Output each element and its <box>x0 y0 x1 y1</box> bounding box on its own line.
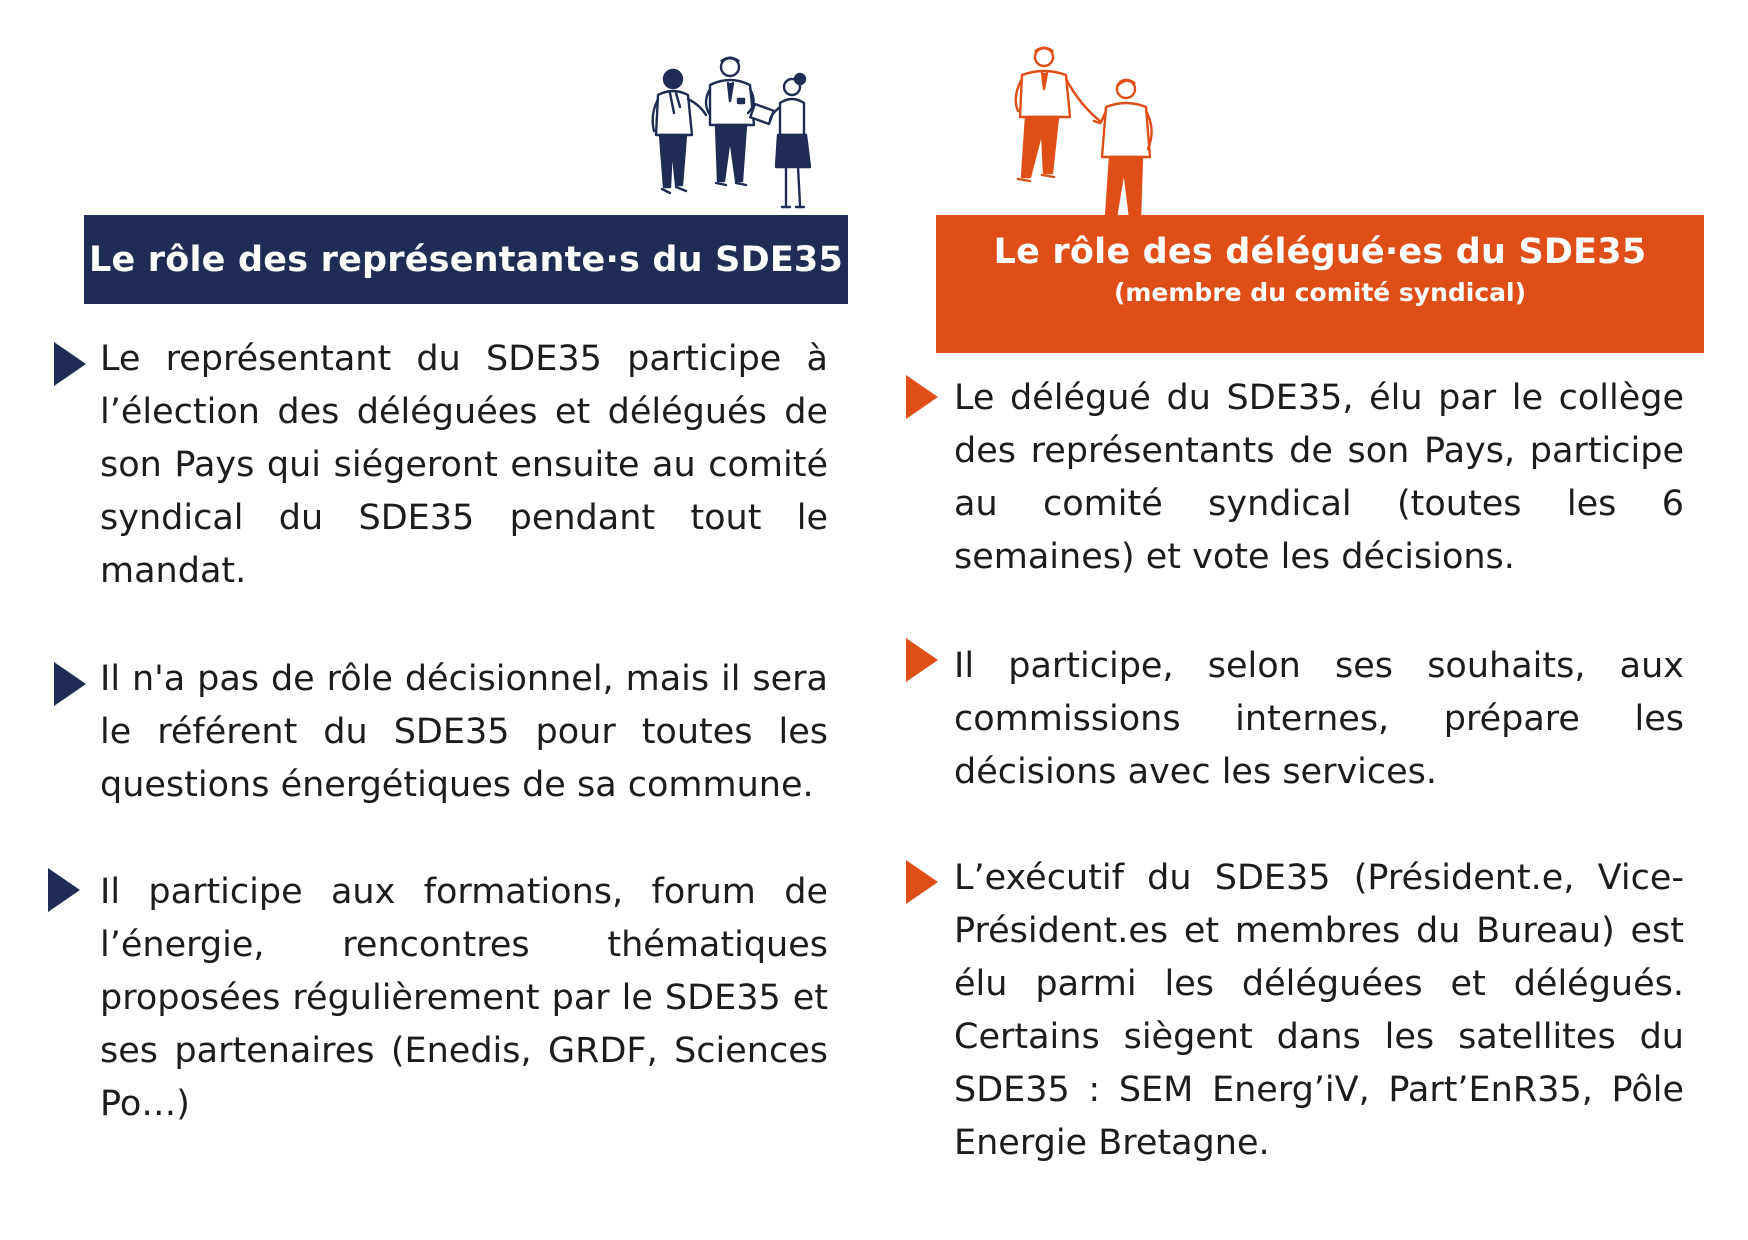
left-section-title: Le rôle des représentante·s du SDE35 <box>88 239 844 280</box>
triangle-bullet-icon <box>906 375 938 419</box>
group-of-three-people-illustration <box>640 55 830 215</box>
right-section-header <box>936 215 1704 353</box>
right-section-subtitle: (membre du comité syndical) <box>1113 278 1527 307</box>
triangle-bullet-icon <box>54 342 86 386</box>
right-paragraph-1: Le délégué du SDE35, élu par le collège des représentants de son Pays, participe au comité syndical (toutes les 6 semaines) et vote les décisions. <box>954 378 1684 577</box>
triangle-bullet-icon <box>54 662 86 706</box>
right-paragraph-3: L’exécutif du SDE35 (Président.e, Vice-Président.es et membres du Bureau) est élu parmi les déléguées et délégués. Certains siègent dans les satellites du SDE35 : SEM Energ’iV, Part’EnR35, Pôle Energie Bretagne. <box>954 858 1684 1163</box>
left-paragraph-1: Le représentant du SDE35 participe à l’élection des déléguées et délégués de son Pays qui siégeront ensuite au comité syndical du SDE35 pendant tout le mandat. <box>100 339 828 591</box>
right-section-title: Le rôle des délégué·es du SDE35 <box>993 232 1647 272</box>
triangle-bullet-icon <box>48 868 80 912</box>
left-paragraph-3: Il participe aux formations, forum de l’énergie, rencontres thématiques proposées régulièrement par le SDE35 et ses partenaires (Enedis, GRDF, Sciences Po…) <box>100 872 828 1124</box>
left-section-header <box>84 215 848 304</box>
two-people-handshake-illustration <box>1000 45 1180 217</box>
triangle-bullet-icon <box>906 860 938 904</box>
triangle-bullet-icon <box>906 638 938 682</box>
left-paragraph-2: Il n'a pas de rôle décisionnel, mais il sera le référent du SDE35 pour toutes les questions énergétiques de sa commune. <box>100 659 828 805</box>
right-paragraph-2: Il participe, selon ses souhaits, aux commissions internes, prépare les décisions avec les services. <box>954 646 1684 792</box>
